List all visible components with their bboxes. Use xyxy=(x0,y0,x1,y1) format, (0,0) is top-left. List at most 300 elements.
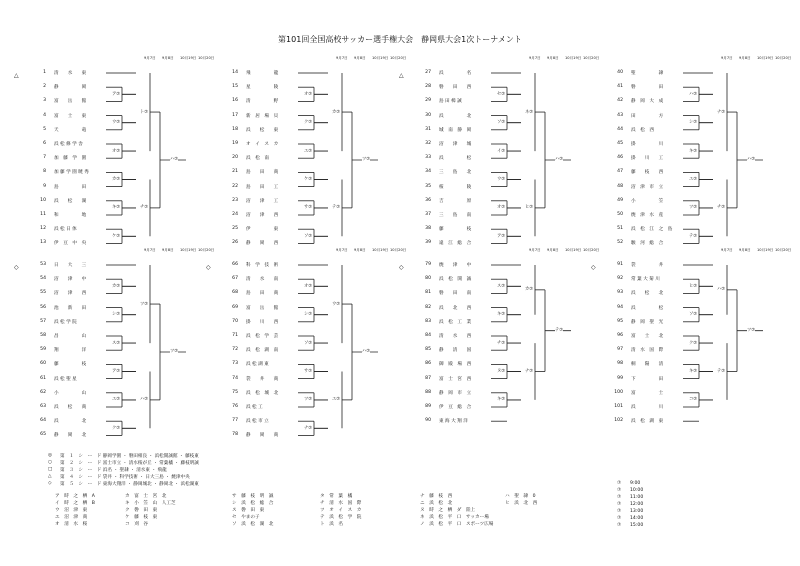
team-number: 79 xyxy=(425,262,431,267)
team-number: 7 xyxy=(43,155,46,161)
round-date-header: 9月7日 xyxy=(529,56,541,60)
team-name: 袋 井 商 xyxy=(246,376,279,382)
team-number: 42 xyxy=(617,98,623,104)
team-name: 沼 津 工 xyxy=(246,198,279,204)
time-mark: ⑦ xyxy=(617,495,622,500)
team-number: 43 xyxy=(617,112,623,118)
match-label: ス⑦ xyxy=(497,283,506,289)
team-number: 90 xyxy=(425,418,431,424)
team-name: 沼 津 城 xyxy=(439,142,472,147)
team-name: 富 士 宮 西 xyxy=(439,376,472,382)
round-date-header: 9月8日 xyxy=(547,56,559,60)
team-number: 68 xyxy=(232,290,238,296)
seed-mark: ◇ xyxy=(206,264,211,271)
match-label: シ⑦ xyxy=(112,312,121,318)
page-title: 第101回全国高校サッカー選手権大会 静岡県大会1次トーナメント xyxy=(278,35,522,44)
team-number: 47 xyxy=(617,169,623,175)
team-number: 12 xyxy=(40,226,46,232)
team-name: 浜 北 西 xyxy=(439,305,472,311)
venue-entry: ア 時 之 栖 A xyxy=(55,494,95,499)
match-label: テ⑦ xyxy=(332,205,341,211)
team-number: 40 xyxy=(617,70,623,75)
match-label: ソ⑦ xyxy=(689,312,698,318)
venue-entry: ナ 藤 枝 西 xyxy=(420,494,453,499)
team-number: 41 xyxy=(617,84,623,90)
round-date-header: 10月20日 xyxy=(775,56,792,60)
team-name: 浜 北 xyxy=(439,113,472,119)
team-name: 浜 松 湖 南 xyxy=(246,348,279,354)
team-number: 97 xyxy=(617,347,623,353)
team-number: 63 xyxy=(40,404,46,409)
team-name: 焼 津 中 xyxy=(439,263,472,268)
match-label: ナ⑦ xyxy=(717,109,726,115)
time-value: 15:00 xyxy=(630,523,644,528)
match-label: ア⑦ xyxy=(497,233,506,239)
team-name: 磐 田 南 xyxy=(439,291,472,297)
team-name: 星 陵 xyxy=(246,85,279,91)
team-number: 21 xyxy=(232,169,238,175)
team-number: 15 xyxy=(232,84,238,90)
team-name: 浜 松 聖 星 xyxy=(54,376,77,382)
seed-mark: △ xyxy=(48,474,52,479)
round-date-header: 10月19日 xyxy=(372,248,389,252)
team-number: 70 xyxy=(232,318,238,324)
round-date-header: 9月8日 xyxy=(162,248,174,252)
match-label: ウ⑦ xyxy=(332,301,341,307)
team-number: 51 xyxy=(617,226,623,232)
team-number: 62 xyxy=(40,389,46,395)
team-name: 富 岳 館 xyxy=(54,99,87,105)
team-number: 1 xyxy=(43,70,46,75)
round-date-header: 9月7日 xyxy=(336,248,348,252)
venue-entry: ケ 藤 枝 東 xyxy=(125,515,158,520)
team-name: 浜 北 xyxy=(54,419,87,425)
venue-entry: チ 清 水 国 際 xyxy=(320,501,362,506)
team-name: 富 士 北 xyxy=(631,334,664,339)
seed-legend-item: 第 ５ シ ー ド 東海大翔洋 ・ 静岡城北 ・ 静岡北 ・ 浜松湖東 xyxy=(60,482,199,487)
round-date-header: 10月20日 xyxy=(198,248,215,252)
round-date-header: 9月7日 xyxy=(721,248,733,252)
team-number: 85 xyxy=(425,347,431,353)
venue-entry: ウ 沼 津 東 xyxy=(55,508,88,513)
team-number: 52 xyxy=(617,240,623,246)
team-name: 掛 川 西 xyxy=(246,319,279,325)
team-number: 100 xyxy=(614,389,623,395)
match-label: カ⑦ xyxy=(332,109,341,115)
team-number: 44 xyxy=(617,126,623,132)
team-name: 浜 松 修 学 舎 xyxy=(54,142,83,147)
match-label: キ⑦ xyxy=(112,205,121,211)
venue-entry: ト 浜 名 xyxy=(320,522,343,527)
venue-entry: ヌ 時 之 栖 ダ 陸上 xyxy=(420,508,476,513)
venue-entry: セ やまの子 xyxy=(232,515,260,520)
seed-mark: ○ xyxy=(48,460,53,465)
match-label: キ⑦ xyxy=(689,369,698,374)
team-number: 2 xyxy=(43,84,46,90)
team-name: 島 田 商 xyxy=(246,170,279,176)
team-number: 78 xyxy=(232,432,238,438)
match-label: ハ⑦ xyxy=(717,287,726,293)
team-number: 55 xyxy=(40,290,46,296)
team-name: 浜 松 xyxy=(631,305,664,311)
match-label: ケ⑦ xyxy=(112,233,121,239)
round-date-header: 10月19日 xyxy=(757,56,774,60)
round-date-header: 9月7日 xyxy=(144,56,156,60)
team-number: 13 xyxy=(40,240,46,246)
team-name: 島 田 商 xyxy=(246,291,279,297)
match-label: チ⑦ xyxy=(717,205,726,211)
round-date-header: 10月19日 xyxy=(757,248,774,252)
match-label: ソ⑦ xyxy=(497,120,506,126)
team-name: 島 田 xyxy=(54,184,87,190)
team-name: 飛 龍 xyxy=(246,71,279,76)
team-name: オ イ ス カ xyxy=(246,142,279,147)
seed-mark: △ xyxy=(399,72,404,79)
team-name: 静 岡 西 xyxy=(246,241,279,247)
match-label: ハ⑦ xyxy=(747,157,756,163)
round-date-header: 10月19日 xyxy=(565,248,582,252)
match-label: ハ⑦ xyxy=(170,157,179,163)
time-mark: ⑦ xyxy=(617,502,622,507)
team-name: 沼 津 中 xyxy=(54,277,87,283)
team-name: 浜 松 江 之 島 xyxy=(631,227,673,233)
team-name: 駿 河 総 合 xyxy=(631,241,664,247)
team-number: 76 xyxy=(232,404,238,409)
team-number: 93 xyxy=(617,290,623,296)
match-label: イ⑦ xyxy=(497,148,506,154)
team-name: 桜 陵 xyxy=(439,184,472,190)
team-number: 49 xyxy=(617,197,623,203)
round-date-header: 9月7日 xyxy=(721,56,733,60)
team-name: 焼 津 水 産 xyxy=(631,213,664,218)
match-label: ク⑦ xyxy=(304,120,313,126)
team-name: 掛 川 xyxy=(631,142,664,147)
team-name: 清 水 国 際 xyxy=(631,348,664,354)
team-name: 新 居 場 貝 xyxy=(246,113,279,119)
team-name: 掛 川 工 xyxy=(631,156,664,162)
match-label: エ⑦ xyxy=(112,397,121,403)
round-date-header: 9月8日 xyxy=(547,248,559,252)
team-name: 小 山 xyxy=(54,390,87,396)
team-name: 加 藤 学 園 暁 秀 xyxy=(54,170,89,176)
team-name: 浜 松 湖 東 xyxy=(246,362,269,368)
venue-entry: ス 磐 田 東 xyxy=(232,508,265,513)
team-number: 3 xyxy=(43,98,46,104)
match-label: ス⑦ xyxy=(112,340,121,346)
match-label: テ⑦ xyxy=(689,233,698,239)
team-number: 30 xyxy=(425,112,431,118)
team-number: 46 xyxy=(617,155,623,161)
match-label: ト⑦ xyxy=(140,109,149,115)
team-name: 沼 津 西 xyxy=(246,213,279,218)
team-name: 清 水 西 xyxy=(439,334,472,339)
team-name: 静 岡 大 成 xyxy=(631,99,664,105)
team-number: 61 xyxy=(40,375,46,381)
team-name: 富 岳 館 xyxy=(246,305,279,311)
team-number: 18 xyxy=(232,126,238,132)
match-label: チ⑦ xyxy=(140,205,149,211)
match-label: ハ⑦ xyxy=(555,157,564,163)
team-number: 60 xyxy=(40,361,46,367)
team-number: 50 xyxy=(617,212,623,217)
team-number: 71 xyxy=(232,333,238,338)
team-name: 田 方 xyxy=(631,113,664,119)
match-label: キ⑦ xyxy=(497,312,506,318)
team-number: 16 xyxy=(232,98,238,104)
venue-entry: コ 刈 谷 xyxy=(125,522,148,527)
team-name: 小 笠 xyxy=(631,198,664,204)
seed-legend-item: 第 ３ シ ー ド 浜名 ・ 聖隷 ・ 清水東 ・ 飛龍 xyxy=(60,468,167,473)
team-name: 浜 松 市 立 xyxy=(246,419,269,425)
team-name: 伊 豆 中 央 xyxy=(54,241,87,247)
time-mark: ⑦ xyxy=(617,509,622,514)
venue-entry: ヒ 浜 北 西 xyxy=(505,501,538,506)
team-name: 翔 洋 xyxy=(54,348,87,354)
team-name: 磐 田 西 xyxy=(439,85,472,91)
match-label: ツ⑦ xyxy=(140,301,149,307)
round-date-header: 10月19日 xyxy=(372,56,389,60)
team-number: 27 xyxy=(425,70,431,75)
match-label: ヒ⑦ xyxy=(689,283,698,289)
team-number: 72 xyxy=(232,347,238,353)
team-name: 浜 松 南 xyxy=(246,156,269,162)
team-name: 袋 井 xyxy=(631,263,664,268)
team-name: 伊 豆 総 合 xyxy=(439,405,472,410)
team-name: 静 岡 商 xyxy=(246,433,279,439)
round-date-header: 9月8日 xyxy=(739,248,751,252)
team-name: 浜 松 湖 xyxy=(54,198,87,204)
seed-mark: □ xyxy=(48,467,53,472)
match-label: エ⑦ xyxy=(689,177,698,182)
match-label: セ⑦ xyxy=(497,91,506,97)
venue-entry: ハ 聖 隷 0 xyxy=(505,494,536,499)
round-date-header: 9月7日 xyxy=(144,248,156,252)
team-name: 浜 松 北 xyxy=(631,291,664,297)
venue-entry: シ 浜 松 総 合 xyxy=(232,501,274,506)
time-mark: ⑦ xyxy=(617,488,622,493)
team-name: 昌 山 xyxy=(54,334,87,339)
team-number: 17 xyxy=(232,112,238,118)
team-number: 77 xyxy=(232,418,238,424)
team-name: 常 葉 大 菊 川 xyxy=(631,277,660,283)
team-number: 6 xyxy=(43,141,46,146)
team-name: 藤 枝 xyxy=(54,362,87,368)
match-label: キ⑦ xyxy=(497,397,506,403)
team-number: 95 xyxy=(617,318,623,324)
match-label: シ⑦ xyxy=(304,312,313,318)
team-number: 8 xyxy=(43,169,46,175)
match-label: オ⑦ xyxy=(497,205,506,211)
team-name: 清 野 xyxy=(246,99,279,105)
team-number: 58 xyxy=(40,333,46,338)
team-name: 吉 原 xyxy=(439,198,472,204)
round-date-header: 9月8日 xyxy=(162,56,174,60)
team-number: 33 xyxy=(425,155,431,161)
round-date-header: 10月20日 xyxy=(775,248,792,252)
team-name: 静 岡 聖 光 xyxy=(631,319,664,325)
team-number: 96 xyxy=(617,333,623,338)
match-label: ケ⑦ xyxy=(304,177,313,182)
round-date-header: 9月8日 xyxy=(354,56,366,60)
team-number: 35 xyxy=(425,183,431,189)
team-number: 87 xyxy=(425,375,431,381)
seed-mark: ◎ xyxy=(48,453,53,458)
team-name: 浜 松 学 院 xyxy=(54,319,77,325)
team-name: 浜 松 学 芸 xyxy=(246,334,279,339)
team-name: 浜 松 開 誠 xyxy=(439,277,472,283)
team-number: 102 xyxy=(614,418,623,424)
match-label: ナ⑦ xyxy=(525,369,534,374)
team-number: 48 xyxy=(617,183,623,189)
team-name: 浜 松 湖 東 xyxy=(631,419,664,425)
team-name: 伊 東 xyxy=(246,227,279,233)
team-number: 28 xyxy=(425,84,431,90)
team-number: 29 xyxy=(425,98,431,104)
team-number: 91 xyxy=(617,262,623,267)
team-number: 75 xyxy=(232,389,238,395)
venue-entry: テ 浜 松 学 院 xyxy=(320,515,362,520)
match-label: ツ⑦ xyxy=(689,205,698,211)
team-name: 浜 松 工 業 xyxy=(439,319,472,325)
team-name: 藤 枝 xyxy=(439,227,472,233)
team-name: 清 水 南 xyxy=(246,277,279,283)
venue-entry: カ 富 士 宮 北 xyxy=(125,494,167,499)
match-label: カ⑦ xyxy=(112,177,121,182)
match-label: エ⑦ xyxy=(332,397,341,403)
team-number: 66 xyxy=(232,262,238,267)
round-date-header: 10月19日 xyxy=(180,248,197,252)
match-label: ハ⑦ xyxy=(362,349,371,355)
round-date-header: 9月8日 xyxy=(354,248,366,252)
match-label: エ⑦ xyxy=(304,148,313,154)
match-label: ハ⑦ xyxy=(689,91,698,97)
match-label: オ⑦ xyxy=(304,283,313,289)
team-number: 99 xyxy=(617,375,623,381)
team-number: 39 xyxy=(425,240,431,246)
team-number: 4 xyxy=(43,112,46,118)
team-number: 34 xyxy=(425,169,431,175)
team-number: 38 xyxy=(425,226,431,232)
match-label: ア⑦ xyxy=(112,369,121,374)
team-number: 67 xyxy=(232,276,238,282)
team-number: 36 xyxy=(425,197,431,203)
match-label: ク⑦ xyxy=(689,340,698,346)
team-number: 98 xyxy=(617,361,623,367)
team-number: 73 xyxy=(232,361,238,367)
team-name: 磐 田 xyxy=(631,85,664,91)
team-name: 浜 松 西 xyxy=(631,127,654,133)
team-name: 和 地 xyxy=(54,213,87,218)
match-label: ソ⑦ xyxy=(304,233,313,239)
team-name: 日 大 三 xyxy=(54,263,87,268)
match-label: ウ⑦ xyxy=(112,120,121,126)
time-value: 14:00 xyxy=(630,516,644,521)
team-number: 14 xyxy=(232,70,238,75)
team-name: 島 田 工 xyxy=(246,184,279,190)
team-name: 浜 松 xyxy=(439,156,472,162)
venue-entry: キ 小 笠 山 人工芝 xyxy=(125,501,176,506)
team-number: 74 xyxy=(232,375,238,381)
team-name: 沼 津 市 立 xyxy=(631,184,664,190)
round-date-header: 9月8日 xyxy=(739,56,751,60)
time-value: 12:00 xyxy=(630,502,644,507)
venue-entry: オ 清 水 桜 xyxy=(55,522,88,527)
match-label: ヌ⑦ xyxy=(497,369,506,374)
team-number: 56 xyxy=(40,304,46,310)
team-name: 桐 陽 清 xyxy=(631,362,664,368)
venue-entry: タ 常 葉 橘 xyxy=(320,494,353,499)
seed-mark: ◇ xyxy=(48,481,52,486)
venue-entry: ネ 浜 松 平 口 サッカー場 xyxy=(420,515,489,520)
match-label: ツ⑦ xyxy=(304,397,313,403)
team-name: 静 清 国 xyxy=(439,348,472,354)
match-label: カ⑦ xyxy=(112,283,121,289)
venue-entry: イ 時 之 栖 B xyxy=(55,501,95,506)
seed-legend-item: 第 ２ シ ー ド 富士市立 ・ 清水桜が丘 ・ 常葉橘 ・ 藤枝明誠 xyxy=(60,461,199,466)
round-date-header: 10月20日 xyxy=(390,56,407,60)
team-name: 富 士 xyxy=(631,390,664,396)
team-number: 24 xyxy=(232,212,238,217)
team-name: 遠 江 総 合 xyxy=(439,241,472,247)
team-name: 静 岡 北 xyxy=(54,433,87,439)
venue-entry: ク 磐 田 東 xyxy=(125,508,158,513)
team-number: 59 xyxy=(40,347,46,353)
match-label: サ⑦ xyxy=(304,205,313,211)
team-number: 64 xyxy=(40,418,46,424)
match-label: ツ⑦ xyxy=(170,349,179,355)
team-number: 37 xyxy=(425,212,431,217)
team-number: 84 xyxy=(425,333,431,338)
team-number: 10 xyxy=(40,197,46,203)
match-label: キ⑦ xyxy=(689,148,698,154)
team-number: 82 xyxy=(425,304,431,310)
match-label: ア⑦ xyxy=(112,91,121,97)
seed-legend-item: 第 １ シ ー ド 静岡学園 ・ 磐田相良 ・ 浜松開誠館 ・ 藤枝東 xyxy=(60,454,199,459)
seed-legend-item: 第 ４ シ ー ド 袋井 ・ 科学技術 ・ 日大三島 ・ 焼津中央 xyxy=(60,475,190,480)
team-name: 静 岡 xyxy=(54,85,87,91)
match-label: ウ⑦ xyxy=(497,177,506,182)
seed-mark: ◇ xyxy=(591,264,596,271)
team-name: 御 殿 場 西 xyxy=(439,362,472,368)
team-number: 81 xyxy=(425,290,431,296)
team-number: 32 xyxy=(425,141,431,146)
team-number: 23 xyxy=(232,197,238,203)
seed-mark: ◇ xyxy=(399,264,404,271)
team-name: 浜 松 商 xyxy=(54,405,87,410)
venue-entry: ツ オ イ ス カ xyxy=(320,508,362,513)
team-name: 下 田 xyxy=(631,376,664,382)
match-label: オ⑦ xyxy=(112,148,121,154)
team-name: 清 水 東 xyxy=(54,71,87,76)
match-label: チ⑦ xyxy=(497,340,506,346)
team-number: 57 xyxy=(40,318,46,324)
seed-mark: ◇ xyxy=(14,264,19,271)
team-name: 浜 川 xyxy=(631,405,664,410)
team-number: 31 xyxy=(425,126,431,132)
match-label: ハ⑦ xyxy=(140,397,149,403)
round-date-header: 9月7日 xyxy=(336,56,348,60)
team-number: 88 xyxy=(425,389,431,395)
team-number: 94 xyxy=(617,304,623,310)
match-label: シ⑦ xyxy=(689,120,698,126)
time-value: 9:00 xyxy=(630,481,641,486)
team-name: 科 学 技 術 xyxy=(246,263,279,268)
team-name: 藤 枝 西 xyxy=(631,170,664,176)
venue-entry: ソ 浜 松 湖 北 xyxy=(232,522,274,527)
team-number: 101 xyxy=(614,404,623,409)
round-date-header: 10月20日 xyxy=(583,248,600,252)
team-number: 65 xyxy=(40,432,46,438)
